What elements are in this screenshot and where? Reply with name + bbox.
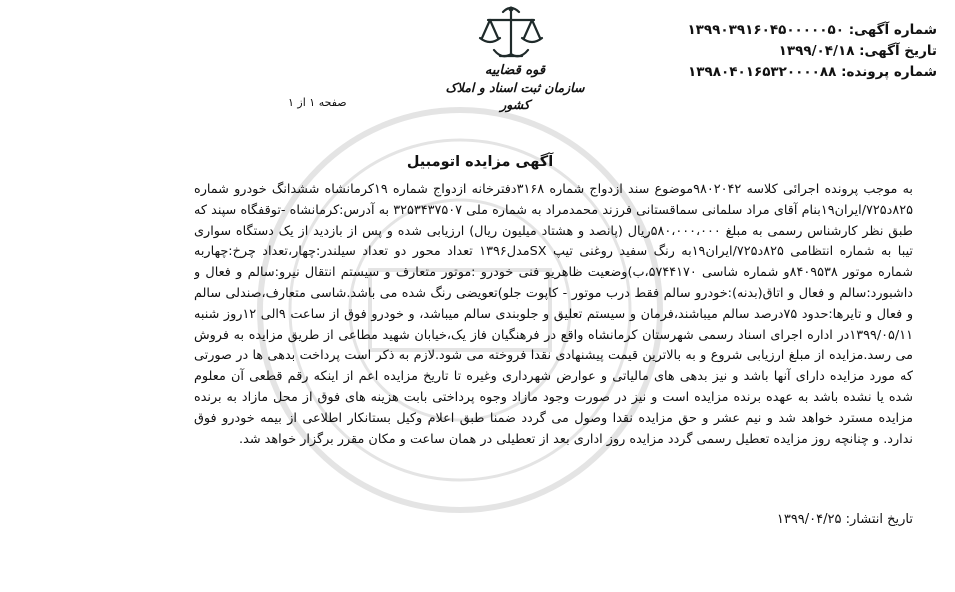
publish-date (777, 512, 913, 527)
ad-number-value: ۱۳۹۹۰۳۹۱۶۰۴۵۰۰۰۰۰۵۰ (687, 22, 844, 38)
ad-number-label: شماره آگهی: (848, 22, 937, 38)
judiciary-subtitle: قوه قضاییه (484, 63, 546, 78)
notice-body: به موجب پرونده اجرائی کلاسه ۹۸۰۲۰۴۲موضوع سند ازدواج شماره ۳۱۶۸دفترخانه ازدواج شماره ۱۹کرمانشاه ششدانگ خودرو شماره ۸۲۵د۷۲۵/ایران۱۹بنام آقای مراد سلمانی سماقستانی فرزند محمدمراد به شماره ملی ۳۲۵۳۴۳۷۵۰۷ به آدرس:کرمانشاه -توقفگاه سپند که طبق نظر کارشناس رسمی به مبلغ ۵۸۰،۰۰۰،۰۰۰ریال (پانصد و هشتاد میلیون ریال) ارزیابی شده و پس از بازدید از یک دستگاه سواری تیبا به شماره انتظامی ۸۲۵د۷۲۵/ایران۱۹به رنگ سفید روغنی تیپ SXمدل۱۳۹۶ تعداد محور دو تعداد سیلندر:چهار،تعداد چرخ:چهاربه شماره موتور ۸۴۰۹۵۳۸و شماره شاسی ۵۷۴۴۱۷۰،ب)وضعیت ظاهریو فنی خودرو :موتور متعارف و سیستم انتقال نیرو:سالم و فعال و داشبورد:سالم و فعال و اتاق(بدنه):خودرو سالم فقط درب موتور - کاپوت جلو)تعویضی رنگ شده می باشد.شاسی متعارف،صندلی سالم و فعال و تایرها:حدود ۷۵درصد سالم میباشند،فرمان و سیستم تعلیق و جلوبندی سالم میباشد، و خودرو فوق از ساعت ۹الی ۱۲روز شنبه ۱۳۹۹/۰۵/۱۱در اداره اجرای اسناد رسمی شهرستان کرمانشاه واقع در فرهنگیان فاز یک،خیابان شهید مطاعی از طریق مزایده به فروش می رسد.مزایده از مبلغ ارزیابی شروع و به بالاترین قیمت پیشنهادی نقدا فروخته می شود.لازم به ذکر است پرداخت بدهی ها در صورتی که مورد مزایده دارای آنها باشد و نیز بدهی های مالیاتی و عوارض شهرداری وغیره تا تاریخ مزایده اعم از اینکه رقم قطعی آن معلوم شده یا نشده باشد به عهده برنده مزایده است و نیز در صورت وجود مازاد وجوه پرداختی بابت هزینه های فوق از محل مازاد به برنده مزایده مسترد خواهد شد و نیم عشر و حق مزایده نقدا وصول می گردد ضمنا طبق اعلام وکیل بستانکار اطلاعی از بیمه خودرو فوق ندارد. و چنانچه روز مزایده تعطیل رسمی گردد مزایده روز اداری بعد از تعطیلی در همان ساعت و مکان مقرر برگزار خواهد شد. (194, 182, 913, 447)
case-number-row (617, 62, 937, 83)
registration-org-name: سازمان ثبت اسناد و املاک کشور (445, 80, 585, 112)
page-number: صفحه ۱ از ۱ (288, 96, 347, 109)
ad-date-value: ۱۳۹۹/۰۴/۱۸ (778, 43, 855, 59)
ad-date-row (617, 41, 937, 62)
case-number-value: ۱۳۹۸۰۴۰۱۶۵۳۲۰۰۰۰۸۸ (688, 64, 837, 80)
publish-date-label: تاریخ انتشار: (845, 512, 913, 527)
publish-date-value: ۱۳۹۹/۰۴/۲۵ (776, 512, 842, 527)
organization-name (440, 62, 590, 113)
judiciary-emblem-icon (476, 4, 546, 66)
ad-metadata (617, 20, 937, 83)
case-number-label: شماره پرونده: (841, 64, 937, 80)
ad-date-label: تاریخ آگهی: (859, 43, 937, 59)
notice-title: آگهی مزایده اتومبیل (406, 154, 554, 170)
ad-number-row (617, 20, 937, 41)
